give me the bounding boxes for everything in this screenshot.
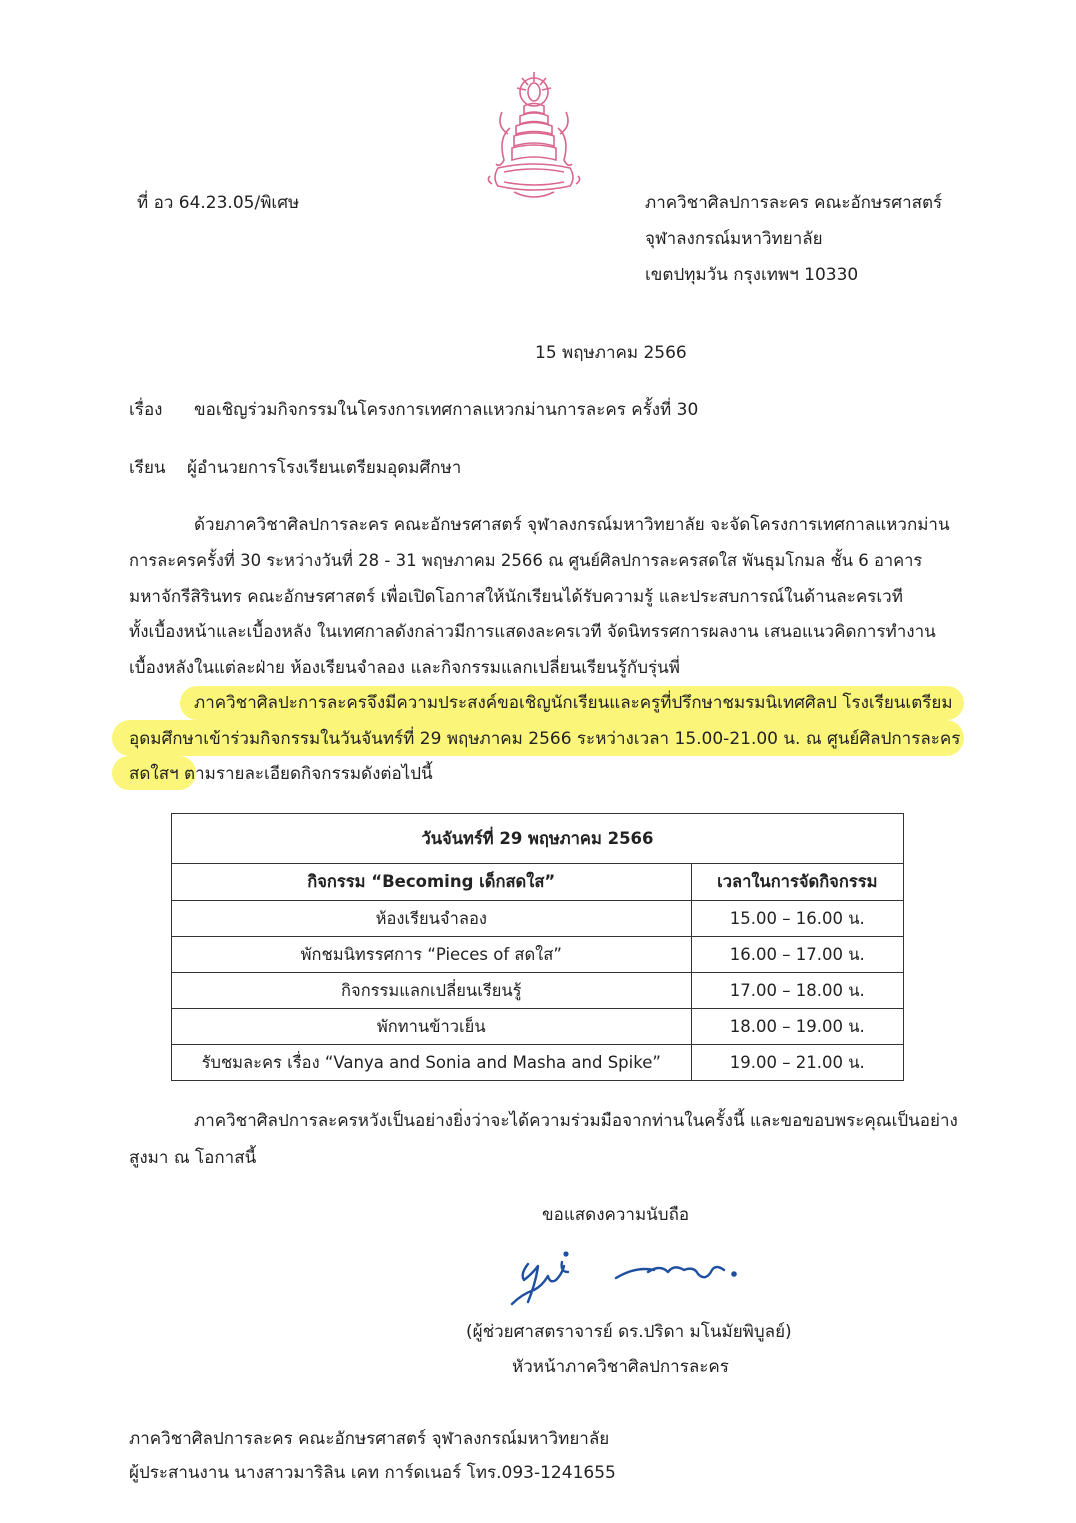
recipient-label: เรียน: [129, 458, 166, 478]
reference-number: ที่ อว 64.23.05/พิเศษ: [137, 193, 300, 213]
signer-title: หัวหน้าภาควิชาศิลปการละคร: [512, 1357, 729, 1377]
letter-date: 15 พฤษภาคม 2566: [535, 343, 687, 363]
table-row: [172, 1045, 904, 1081]
address-line-3: เขตปทุมวัน กรุงเทพฯ 10330: [645, 265, 859, 285]
activity-cell: ห้องเรียนจำลอง: [172, 901, 692, 937]
university-emblem-icon: [484, 68, 584, 206]
schedule-table: [171, 813, 904, 1081]
para2-line-1: ภาควิชาศิลปะการละครจึงมีความประสงค์ขอเชิญนักเรียนและครูที่ปรึกษาชมรมนิเทศศิลป โรงเรียนเตรียม: [194, 693, 953, 713]
para2-line-3: สดใสฯ ตามรายละเอียดกิจกรรมดังต่อไปนี้: [129, 764, 433, 784]
time-cell: 16.00 – 17.00 น.: [691, 937, 903, 973]
closing-text: ขอแสดงความนับถือ: [542, 1205, 690, 1225]
signer-name: (ผู้ช่วยศาสตราจารย์ ดร.ปริดา มโนมัยพิบูลย์): [466, 1322, 792, 1342]
para1-line-3: มหาจักรีสิรินทร คณะอักษรศาสตร์ เพื่อเปิดโอกาสให้นักเรียนได้รับความรู้ และประสบการณ์ในด้านละครเวที: [129, 587, 903, 607]
table-row: [172, 937, 904, 973]
time-cell: 17.00 – 18.00 น.: [691, 973, 903, 1009]
signature-image: [498, 1236, 748, 1316]
subject-text: ขอเชิญร่วมกิจกรรมในโครงการเทศกาลแหวกม่านการละคร ครั้งที่ 30: [194, 400, 699, 420]
para2-line-2: อุดมศึกษาเข้าร่วมกิจกรรมในวันจันทร์ที่ 29 พฤษภาคม 2566 ระหว่างเวลา 15.00-21.00 น. ณ ศูนย์ศิลปการละคร: [129, 729, 961, 749]
time-cell: 18.00 – 19.00 น.: [691, 1009, 903, 1045]
table-row: [172, 901, 904, 937]
activity-cell: พักชมนิทรรศการ “Pieces of สดใส”: [172, 937, 692, 973]
address-line-1: ภาควิชาศิลปการละคร คณะอักษรศาสตร์: [645, 193, 943, 213]
time-cell: 15.00 – 16.00 น.: [691, 901, 903, 937]
schedule-table-title: วันจันทร์ที่ 29 พฤษภาคม 2566: [172, 814, 904, 864]
para1-line-4: ทั้งเบื้องหน้าและเบื้องหลัง ในเทศกาลดังกล่าวมีการแสดงละครเวที จัดนิทรรศการผลงาน เสนอแนวคิดการทำงาน: [129, 622, 936, 642]
para3-line-2: สูงมา ณ โอกาสนี้: [129, 1148, 257, 1168]
para1-line-5: เบื้องหลังในแต่ละฝ่าย ห้องเรียนจำลอง และกิจกรรมแลกเปลี่ยนเรียนรู้กับรุ่นพี่: [129, 658, 680, 678]
table-row: [172, 973, 904, 1009]
footer-department: ภาควิชาศิลปการละคร คณะอักษรศาสตร์ จุฬาลงกรณ์มหาวิทยาลัย: [129, 1429, 610, 1449]
activity-cell: กิจกรรมแลกเปลี่ยนเรียนรู้: [172, 973, 692, 1009]
activity-cell: รับชมละคร เรื่อง “Vanya and Sonia and Masha and Spike”: [172, 1045, 692, 1081]
subject-label: เรื่อง: [129, 400, 163, 420]
column-header-time: เวลาในการจัดกิจกรรม: [691, 864, 903, 901]
column-header-activity: กิจกรรม “Becoming เด็กสดใส”: [172, 864, 692, 901]
table-row: [172, 1009, 904, 1045]
activity-cell: พักทานข้าวเย็น: [172, 1009, 692, 1045]
time-cell: 19.00 – 21.00 น.: [691, 1045, 903, 1081]
para1-line-2: การละครครั้งที่ 30 ระหว่างวันที่ 28 - 31 พฤษภาคม 2566 ณ ศูนย์ศิลปการละครสดใส พันธุมโกมล ชั้น 6 อาคาร: [129, 551, 923, 570]
footer-coordinator: ผู้ประสานงาน นางสาวมาริลิน เคท การ์ดเนอร์ โทร.093-1241655: [129, 1463, 616, 1483]
para1-line-1: ด้วยภาควิชาศิลปการละคร คณะอักษรศาสตร์ จุฬาลงกรณ์มหาวิทยาลัย จะจัดโครงการเทศกาลแหวกม่าน: [194, 515, 950, 535]
para3-line-1: ภาควิชาศิลปการละครหวังเป็นอย่างยิ่งว่าจะได้ความร่วมมือจากท่านในครั้งนี้ และขอขอบพระคุณเป็นอย่าง: [194, 1111, 958, 1131]
address-line-2: จุฬาลงกรณ์มหาวิทยาลัย: [645, 229, 823, 249]
recipient-text: ผู้อำนวยการโรงเรียนเตรียมอุดมศึกษา: [187, 458, 462, 478]
